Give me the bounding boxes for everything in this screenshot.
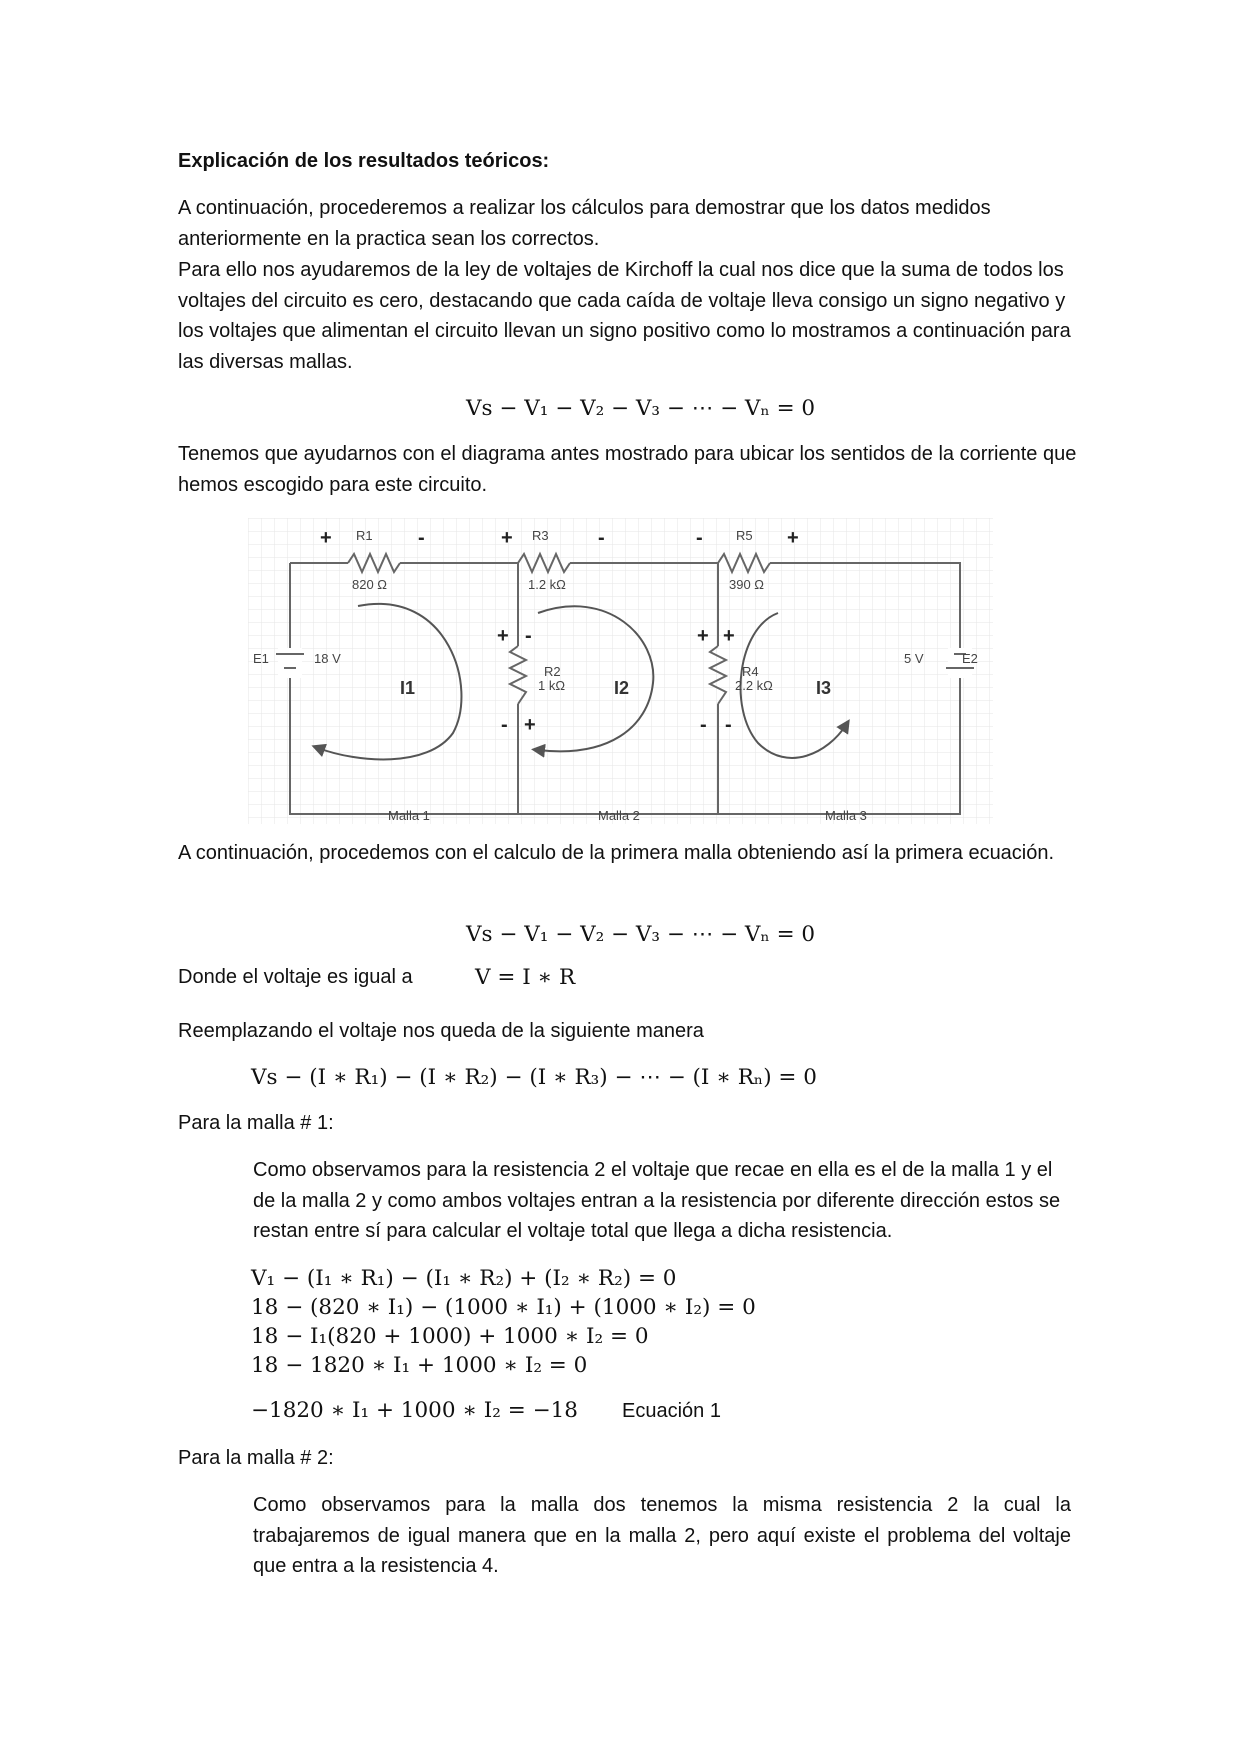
r1-minus-sign: - xyxy=(418,527,425,549)
r5-label: R5 xyxy=(736,528,753,543)
r4-label: R4 xyxy=(742,664,759,679)
mesh1-equation-1: V₁ − (I₁ ∗ R₁) − (I₁ ∗ R₂) + (I₂ ∗ R₂) = 0 xyxy=(251,1266,677,1291)
mesh1-equation-3: 18 − I₁(820 + 1000) + 1000 ∗ I₂ = 0 xyxy=(251,1324,649,1349)
kvl-equation-repeat: Vs − V₁ − V₂ − V₃ − ⋯ − Vₙ = 0 xyxy=(466,922,816,947)
mesh2-paragraph: Como observamos para la malla dos tenemos la misma resistencia 2 la cual la trabajaremos de igual manera que en la malla 2, pero aquí existe el problema del voltaje que entra a la resistencia 4. xyxy=(253,1494,1071,1577)
kirchhoff-paragraph: Para ello nos ayudaremos de la ley de voltajes de Kirchoff la cual nos dice que la suma de todos los voltajes del circuito es cero, destacando que cada caída de voltaje lleva consigo un signo negativo y los voltajes que alimentan el circuito llevan un signo positivo como lo mostramos a continuación para las diversas mallas. xyxy=(178,259,1071,373)
mesh3-label: Malla 3 xyxy=(825,808,867,823)
mesh2-title: Para la malla # 2: xyxy=(178,1447,334,1469)
mesh1-title: Para la malla # 1: xyxy=(178,1112,334,1134)
replace-label: Reemplazando el voltaje nos queda de la siguiente manera xyxy=(178,1020,704,1042)
first-mesh-intro-paragraph: A continuación, procedemos con el calculo de la primera malla obteniendo así la primera ecuación. xyxy=(178,842,1055,864)
r4-left-plus-sign: + xyxy=(697,625,709,647)
current-i1-label: I1 xyxy=(400,678,416,698)
r5-value: 390 Ω xyxy=(729,577,765,592)
mesh1-label: Malla 1 xyxy=(388,808,430,823)
mesh1-equation-2: 18 − (820 ∗ I₁) − (1000 ∗ I₁) + (1000 ∗ I₂) = 0 xyxy=(251,1295,756,1320)
r5-minus-sign: - xyxy=(696,527,703,549)
voltage-label: Donde el voltaje es igual a xyxy=(178,966,413,988)
r3-value: 1.2 kΩ xyxy=(528,577,566,592)
r3-plus-sign: + xyxy=(501,527,513,549)
circuit-diagram xyxy=(248,518,993,824)
r3-label: R3 xyxy=(532,528,549,543)
r2-left-plus-sign: + xyxy=(497,625,509,647)
r4-value: 2.2 kΩ xyxy=(735,678,773,693)
r5-plus-sign: + xyxy=(787,527,799,549)
r4-right-plus-sign: + xyxy=(723,625,735,647)
r1-value: 820 Ω xyxy=(352,577,388,592)
e2-value: 5 V xyxy=(904,651,924,666)
r1-label: R1 xyxy=(356,528,373,543)
equation-1-label: Ecuación 1 xyxy=(622,1400,721,1422)
battery-e1 xyxy=(276,648,304,678)
mesh1-equation-4: 18 − 1820 ∗ I₁ + 1000 ∗ I₂ = 0 xyxy=(251,1353,588,1378)
r2-right-minus-sign: - xyxy=(525,625,532,647)
mesh2-label: Malla 2 xyxy=(598,808,640,823)
current-i2-label: I2 xyxy=(614,678,630,698)
r2-label: R2 xyxy=(544,664,561,679)
replaced-equation: Vs − (I ∗ R₁) − (I ∗ R₂) − (I ∗ R₃) − ⋯ − (I ∗ Rₙ) = 0 xyxy=(251,1065,817,1090)
e1-value: 18 V xyxy=(314,651,341,666)
r1-plus-sign: + xyxy=(320,527,332,549)
e2-label: E2 xyxy=(962,651,978,666)
current-i3-label: I3 xyxy=(816,678,832,698)
equation-1: −1820 ∗ I₁ + 1000 ∗ I₂ = −18 xyxy=(251,1398,578,1423)
kvl-equation: Vs − V₁ − V₂ − V₃ − ⋯ − Vₙ = 0 xyxy=(466,396,816,421)
intro-paragraph: A continuación, procederemos a realizar los cálculos para demostrar que los datos medidos anteriormente en la practica sean los correctos. xyxy=(178,197,991,250)
mesh1-paragraph: Como observamos para la resistencia 2 el voltaje que recae en ella es el de la malla 1 y el de la malla 2 y como ambos voltajes entran a la resistencia por diferente dirección estos se restan entre sí para calcular el voltaje total que llega a dicha resistencia. xyxy=(253,1159,1061,1242)
r4-left-minus-sign: - xyxy=(700,714,707,736)
section-heading: Explicación de los resultados teóricos: xyxy=(178,150,550,172)
diagram-intro-paragraph: Tenemos que ayudarnos con el diagrama antes mostrado para ubicar los sentidos de la corriente que hemos escogido para este circuito. xyxy=(178,443,1077,496)
r2-right-plus-sign: + xyxy=(524,714,536,736)
r2-value: 1 kΩ xyxy=(538,678,566,693)
r4-right-minus-sign: - xyxy=(725,714,732,736)
r3-minus-sign: - xyxy=(598,527,605,549)
ohm-equation: V = I ∗ R xyxy=(475,965,576,990)
r2-left-minus-sign: - xyxy=(501,714,508,736)
e1-label: E1 xyxy=(253,651,269,666)
